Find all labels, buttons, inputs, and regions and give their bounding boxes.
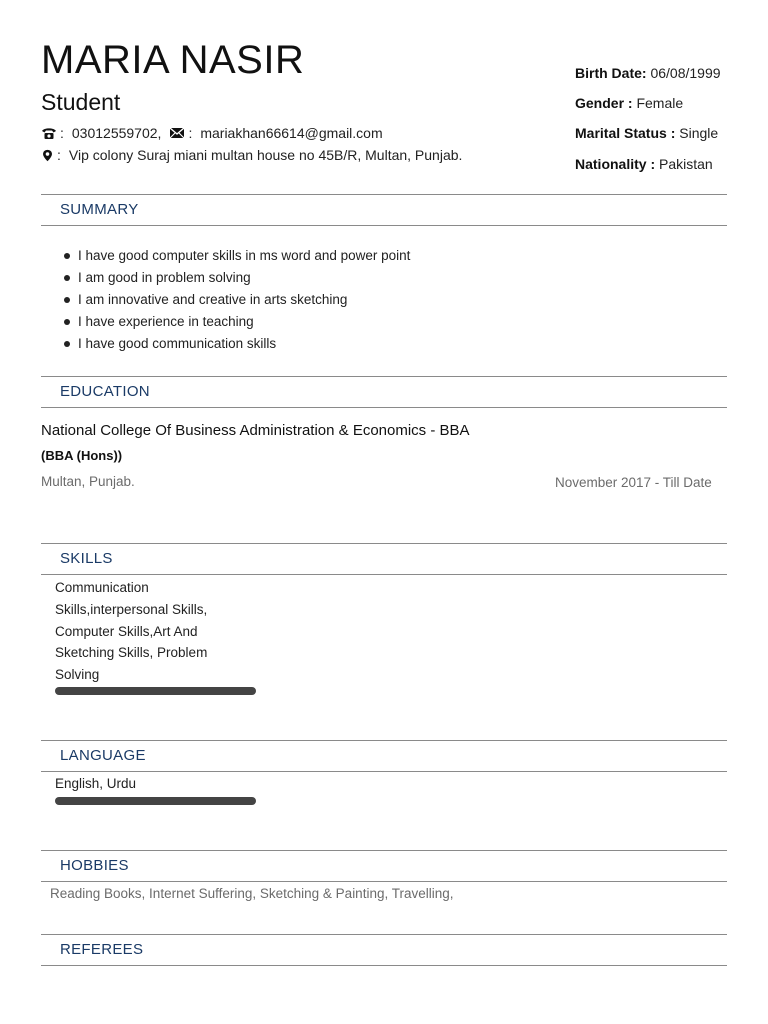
skills-text: Communication Skills,interpersonal Skills, Computer Skills,Art And Sketching Skills, Problem Solving bbox=[55, 580, 208, 682]
summary-item: I have good communication skills bbox=[64, 333, 410, 355]
referees-section-title: REFEREES bbox=[60, 941, 144, 958]
education-school: National College Of Business Administration & Economics - BBA bbox=[41, 422, 470, 439]
marital-status-key: Marital Status : bbox=[575, 125, 676, 141]
candidate-role: Student bbox=[41, 89, 121, 115]
candidate-name: MARIA NASIR bbox=[41, 38, 305, 82]
summary-item: I am good in problem solving bbox=[64, 267, 410, 289]
birth-date-row bbox=[575, 65, 721, 81]
summary-list bbox=[64, 245, 410, 355]
education-degree: (BBA (Hons)) bbox=[41, 448, 123, 463]
education-location: Multan, Punjab. bbox=[41, 474, 135, 489]
summary-section-title: SUMMARY bbox=[60, 201, 139, 218]
contact-phone-email-line bbox=[41, 125, 383, 141]
nationality-row bbox=[575, 156, 713, 172]
nationality-key: Nationality : bbox=[575, 156, 656, 172]
education-section-title: EDUCATION bbox=[60, 383, 150, 400]
skills-section-title: SKILLS bbox=[60, 550, 113, 567]
summary-section-header bbox=[41, 194, 727, 226]
email-label: : bbox=[188, 125, 193, 141]
summary-item: I have good computer skills in ms word and power point bbox=[64, 245, 410, 267]
email-address[interactable]: mariakhan66614@gmail.com bbox=[200, 125, 383, 141]
address-label: : bbox=[57, 147, 61, 163]
envelope-icon bbox=[169, 126, 185, 140]
contact-address-line bbox=[41, 147, 462, 163]
phone-label: : bbox=[60, 125, 64, 141]
language-level-bar bbox=[55, 797, 256, 805]
nationality-value: Pakistan bbox=[659, 156, 713, 172]
hobbies-section-header bbox=[41, 850, 727, 882]
gender-row bbox=[575, 95, 683, 111]
phone-number[interactable]: 03012559702, bbox=[71, 125, 162, 141]
summary-item: I am innovative and creative in arts sketching bbox=[64, 289, 410, 311]
education-section-header bbox=[41, 376, 727, 408]
education-date: November 2017 - Till Date bbox=[555, 475, 712, 490]
referees-section-header bbox=[41, 934, 727, 966]
birth-date-value: 06/08/1999 bbox=[650, 65, 721, 81]
skills-level-bar bbox=[55, 687, 256, 695]
language-text: English, Urdu bbox=[55, 776, 137, 791]
address-text: Vip colony Suraj miani multan house no 45B/R, Multan, Punjab. bbox=[68, 147, 463, 163]
hobbies-section-title: HOBBIES bbox=[60, 857, 129, 874]
gender-key: Gender : bbox=[575, 95, 633, 111]
gender-value: Female bbox=[636, 95, 684, 111]
skills-section-header bbox=[41, 543, 727, 575]
hobbies-text: Reading Books, Internet Suffering, Sketching & Painting, Travelling, bbox=[50, 886, 454, 901]
language-section-title: LANGUAGE bbox=[60, 747, 146, 764]
birth-date-key: Birth Date: bbox=[575, 65, 647, 81]
marital-status-value: Single bbox=[679, 125, 719, 141]
marital-status-row bbox=[575, 125, 718, 141]
summary-item: I have experience in teaching bbox=[64, 311, 410, 333]
map-pin-icon bbox=[41, 148, 54, 162]
phone-icon bbox=[41, 126, 57, 140]
language-section-header bbox=[41, 740, 727, 772]
